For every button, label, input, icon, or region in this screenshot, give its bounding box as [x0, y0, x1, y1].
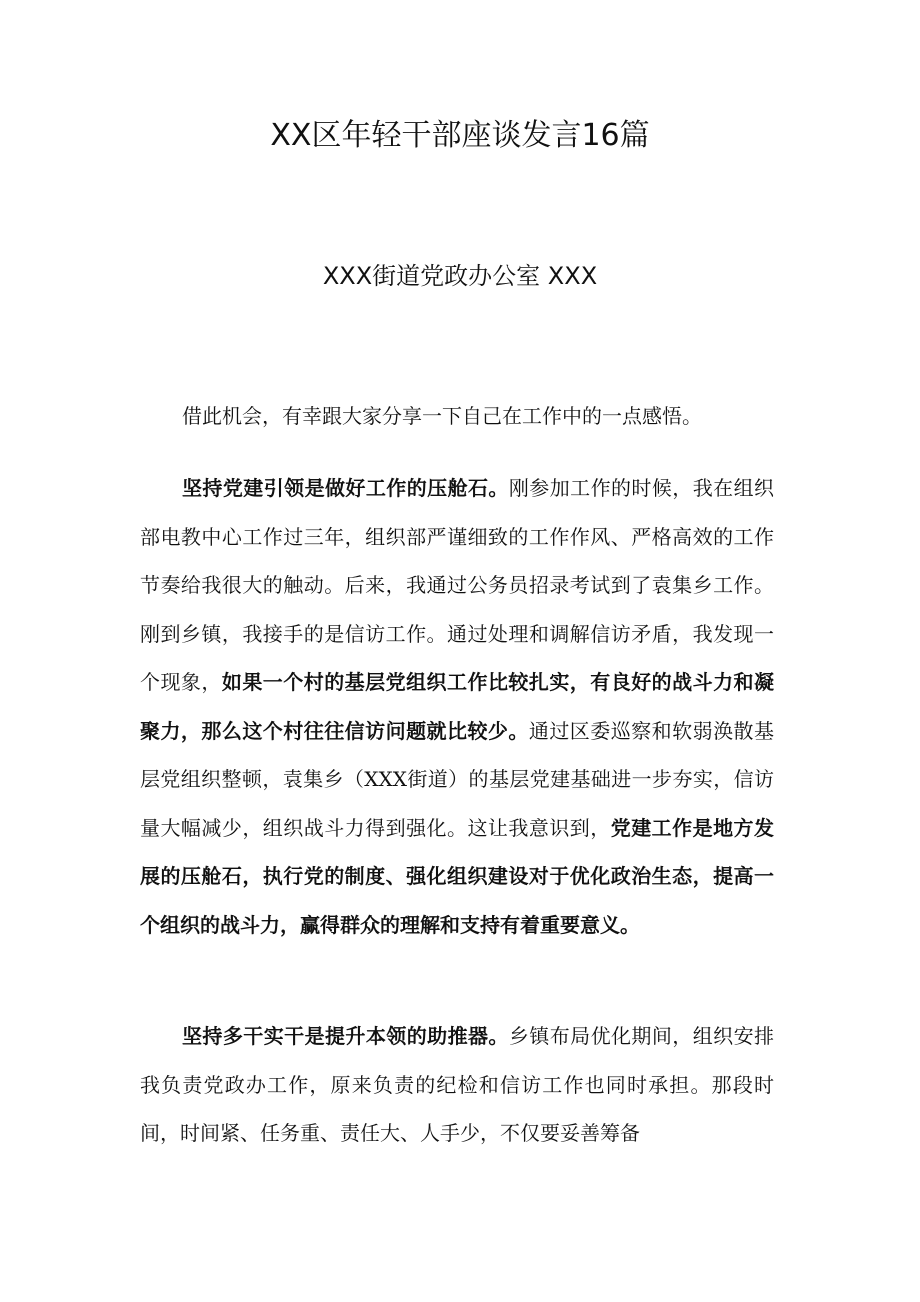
- intro-paragraph: 借此机会，有幸跟大家分享一下自己在工作中的一点感悟。: [182, 404, 702, 428]
- paragraph-text: 刚参加工作的时候，我在组织部电教中心工作过三年，组织部严谨细致的工作作风、严格高效的工作节奏给我很大的触动。后来，我通过公务员招录考试到了袁集乡工作。刚到乡镇，我接手的是信访工作。通过处理和调解信访矛盾，我发现一个现象，: [140, 476, 775, 694]
- paragraph-text: 乡镇布局优化期间，组织安排我负责党政办工作，原来负责的纪检和信访工作也同时承担。那段时间，时间紧、任务重、责任大、人手少，不仅要妥善筹备: [140, 1024, 775, 1145]
- paragraph-party-building: [140, 464, 774, 949]
- document-title: XX区年轻干部座谈发言16篇: [270, 118, 650, 153]
- paragraph-lead: 坚持党建引领是做好工作的压舱石。: [182, 476, 509, 500]
- paragraph-hard-work: [140, 1012, 774, 1158]
- paragraph-emphasis: 党建工作是地方发展的压舱石，执行党的制度、强化组织建设对于优化政治生态，提高一个组织的战斗力，赢得群众的理解和支持有着重要意义。: [140, 815, 775, 937]
- author-byline: XXX街道党政办公室 XXX: [322, 262, 598, 290]
- paragraph-lead: 坚持多干实干是提升本领的助推器。: [182, 1024, 509, 1048]
- paragraph-emphasis: 如果一个村的基层党组织工作比较扎实，有良好的战斗力和凝聚力，那么这个村往往信访问题就比较少。: [140, 670, 775, 743]
- paragraph-text: 通过区委巡察和软弱涣散基层党组织整顿，袁集乡（XXX街道）的基层党建基础进一步夯实，信访量大幅减少，组织战斗力得到强化。这让我意识到，: [140, 718, 775, 840]
